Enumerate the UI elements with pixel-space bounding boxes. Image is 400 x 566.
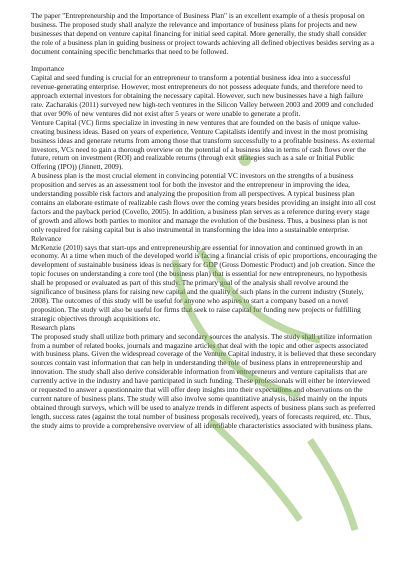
- document-body: [31, 12, 377, 431]
- importance-paragraph-2: Venture Capital (VC) firms specialize in investing in new ventures that are founded on the basis of unique value-creating business ideas. Based on years of experience, Venture Capitalists identify and invest in the most promising business ideas and generate returns from among those that transform successfully to a profitable business. As external investors, VCs need to gain a thorough overview on the potential of a business idea in terms of cash flows over the future, return on investment (ROI) and realizable returns (through exit strategies such as a sale or Initial Public Offering (IPO)) (Jinnett, 2009).: [31, 117, 375, 172]
- watermark-arc-2: [310, 440, 355, 530]
- research-heading: Research plans: [31, 322, 75, 332]
- paragraph-gap: [31, 57, 377, 66]
- importance-heading: Importance: [31, 64, 65, 74]
- relevance-paragraph: McKenzie (2010) says that start-ups and entrepreneurship are essential for innovation and continued growth in an economy. At a time when much of the developed world is facing a financial crisis of epic proportions, encouraging the development of sustainable business ideas is necessary for GDP (Gross Domestic Product) and job creation. Since the topic focuses on understanding a core tool (the business plan) that is essential for new entrepreneurs, no hypothesis shall be proposed or evaluated as part of this study. The primary goal of the analysis shall revolve around the significance of business plans for raising new capital and the quality of such plans in the current industry (Stutely, 2008). The outcomes of this study will be useful for anyone who aspires to start a company based on a novel proposition. The study will also be useful for firms that seek to raise capital for funding new projects or fulfilling strategic objectives through acquisitions etc.: [31, 242, 377, 323]
- importance-paragraph-3: A business plan is the most crucial element in convincing potential VC investors on the strengths of a business proposition and serves as an assessment tool for both the investor and the entrepreneur in improving the idea, understanding possible risk factors and analyzing the proposition from all perspectives. A typical business plan contains an elaborate estimate of realizable cash flows over the coming years besides providing an insight into all cost factors and the payback period (Covello, 2005). In addition, a business plan serves as a reference during every stage of growth and allows both parties to monitor and manage the evolution of the business. Thus, a business plan is not only required for raising capital but is also instrumental in transforming the idea into a sustainable enterprise.: [31, 171, 376, 234]
- watermark-arc: [210, 420, 300, 520]
- importance-paragraph-1: Capital and seed funding is crucial for an entrepreneur to transform a potential business idea into a successful revenue-generating enterprise. However, most entrepreneurs do not possess adequate funds, and therefore need to approach external investors for obtaining the necessary capital. However, such new businesses have a high failure rate. Zacharakis (2011) surveyed new high-tech ventures in the Silicon Valley between 2003 and 2009 and concluded that over 90% of new ventures did not exist after 5 years or were unable to generate a profit.: [31, 73, 374, 118]
- research-paragraph: The proposed study shall utilize both primary and secondary sources the analysis. The study shall utilize information from a number of related books, journals and magazine articles that deal with the topic and other aspects associated with business plans. Given the widespread coverage of the Venture Capital industry, it is believed that these secondary sources contain vast information that can help in understanding the role of business plans in entrepreneurship and innovation. The study shall also derive considerable information from entrepreneurs and venture capitalists that are currently active in the industry and have participated in such funding. These professionals will either be interviewed or requested to answer a questionnaire that will offer deep insights into their expectations and observations on the current nature of business plans. The study will also involve some quantitative analysis, based mainly on the inputs obtained through surveys, which will be used to analyze trends in different aspects of business plans such as preferred length, success rates (against the total number of business proposals received), years of forecasts required, etc. Thus, the study aims to provide a comprehensive overview of all identifiable characteristics associated with business plans.: [31, 331, 377, 430]
- relevance-heading: Relevance: [31, 233, 62, 243]
- intro-paragraph: The paper "Entrepreneurship and the Importance of Business Plan" is an excellent example of a thesis proposal on business. The proposed study shall analyze the relevance and importance of business plans for projects and new businesses that depend on venture capital financing for initial seed capital. More generally, the study shall consider the role of a business plan in guiding business or project towards achieving all defined objectives besides serving as a document containing specific benchmarks that need to be followed.: [31, 11, 375, 56]
